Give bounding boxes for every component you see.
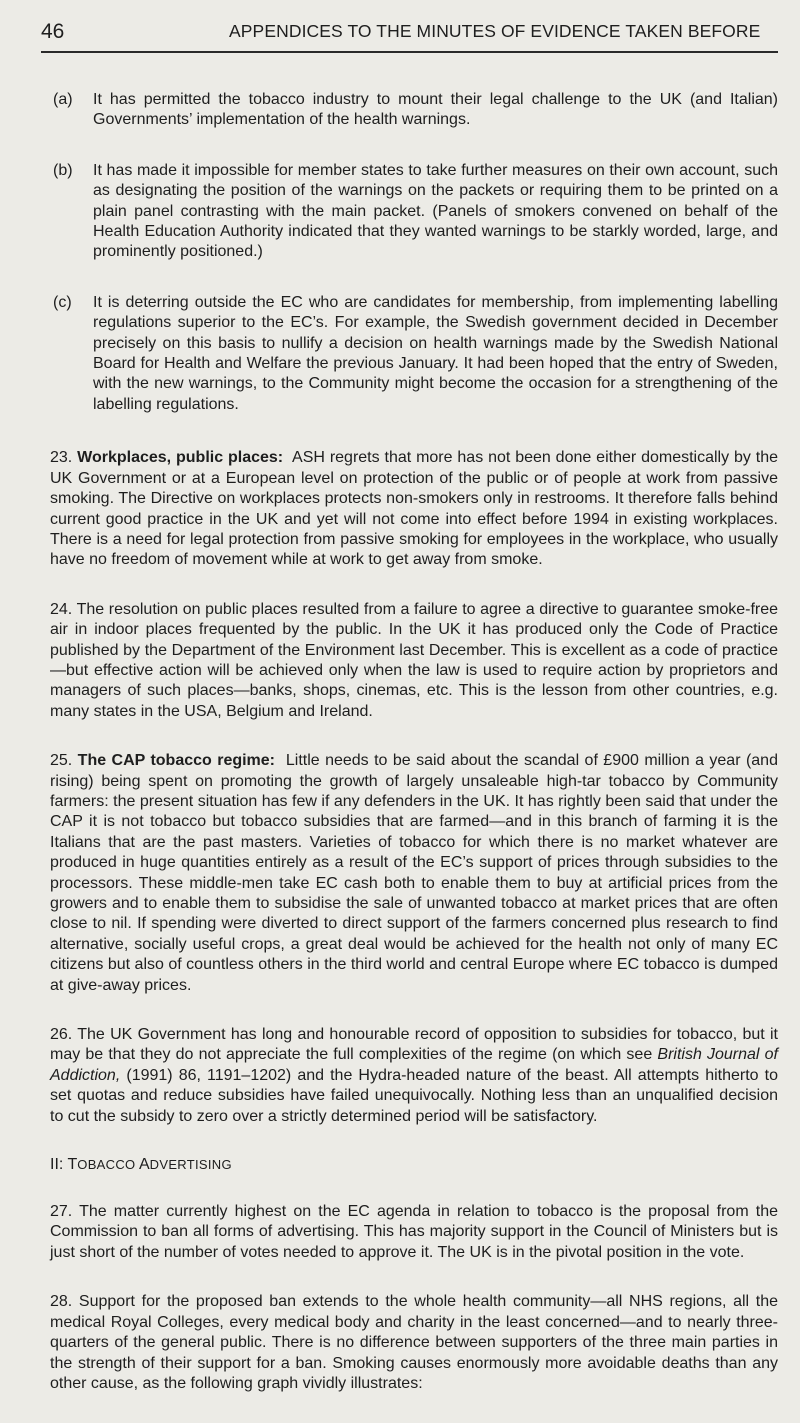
paragraph-number: 27. (50, 1203, 73, 1221)
section-numeral: II: (50, 1156, 64, 1174)
subitem-c (50, 293, 778, 415)
body-text (50, 90, 778, 1423)
paragraph-number: 23. (50, 449, 73, 467)
paragraph-23 (50, 448, 778, 570)
paragraph-text: Little needs to be said about the scandal of £900 million a year (and rising) being spent on promoting the growth of largely unsaleable high-tar tobacco by Community farmers: the present situation has few if any defenders in the UK. It has rightly been said that under the CAP it is not tobacco but tobacco subsidies that are farmed—and in this branch of farming it is the Italians that are the past masters. Varieties of tobacco for which there is no market whatever are produced in huge quantities entirely as a result of the EC’s support of prices through subsidies to the processors. These middle-men take EC cash both to enable them to buy at artificial prices from the growers and to enable them to subsidise the sale of unwanted tobacco at market prices that are often close to nil. If spending were diverted to direct support of the farmers concerned plus research to find alternative, socially useful crops, a great deal would be achieved for the health not only of many EC citizens but also of countless others in the third world and central Europe where EC tobacco is dumped at give-away prices. (50, 752, 778, 994)
paragraph-heading: Workplaces, public places: (77, 449, 284, 467)
paragraph-25 (50, 751, 778, 996)
paragraph-text-cont: (1991) 86, 1191–1202) and the Hydra-headed nature of the beast. All attempts hitherto to set quotas and reduce subsidies have failed unequivocally. Nothing less than an unqualified decision to cut the subsidy to zero over a strictly determined period will be satisfactory. (50, 1066, 778, 1125)
subitem-label: (c) (53, 293, 72, 311)
paragraph-heading: The CAP tobacco regime: (77, 752, 276, 770)
subitem-text: It is deterring outside the EC who are candidates for membership, from implementing labelling regulations superior to the EC’s. For example, the Swedish government decided in December precisely on this basis to nullify a decision on health warnings made by the Swedish National Board for Health and Welfare the previous January. It had been hoped that the entry of Sweden, with the new warnings, to the Community might become the occasion for a strengthening of the labelling regulations. (93, 293, 778, 413)
journal-citation: British Journal of Addiction, (50, 1046, 778, 1084)
section-cap-1: T (67, 1156, 78, 1174)
subitem-text: It has permitted the tobacco industry to mount their legal challenge to the UK (and Italian) Governments’ implementation of the health warnings. (93, 91, 778, 129)
paragraph-number: 24. (50, 600, 73, 618)
paragraph-text: The matter currently highest on the EC agenda in relation to tobacco is the proposal from the Commission to ban all forms of advertising. This has majority support in the Council of Ministers but is just short of the number of votes needed to approve it. The UK is in the pivotal position in the vote. (50, 1203, 779, 1261)
paragraph-number: 26. (50, 1026, 73, 1044)
section-heading (50, 1156, 778, 1174)
running-title: APPENDICES TO THE MINUTES OF EVIDENCE TAKEN BEFORE (229, 21, 761, 41)
section-cap-2: A (139, 1156, 150, 1174)
subitem-label: (a) (53, 91, 73, 108)
paragraph-text: The resolution on public places resulted from a failure to agree a directive to guarantee smoke-free air in indoor places frequented by the public. In the UK it has produced only the Code of Practice published by the Department of the Environment last December. This is excellent as a code of practice—but effective action will be achieved only when the law is used to require action by proprietors and managers of such places—banks, shops, cinemas, etc. This is the lesson from other countries, e.g. many states in the USA, Belgium and Ireland. (50, 600, 779, 720)
paragraph-text: ASH regrets that more has not been done either domestically by the UK Government or at a European level on protection of the public or of people at work from passive smoking. The Directive on workplaces protects non-smokers only in restrooms. It therefore falls behind current good practice in the UK and yet will not come into effect before 1994 in existing workplaces. There is a need for legal protection from passive smoking for employees in the workplace, who usually have no freedom of movement while at work to get away from smoke. (50, 449, 779, 569)
subitem-a (50, 90, 778, 131)
paragraph-24 (50, 600, 778, 722)
subitem-text: It has made it impossible for member states to take further measures on their own account, such as designating the position of the warnings on the packets or requiring them to be printed on a plain panel contrasting with the main packet. (Panels of smokers convened on behalf of the Health Education Authority indicated that they wanted warnings to be starkly worded, large, and prominently positioned.) (93, 161, 778, 261)
paragraph-27 (50, 1202, 778, 1263)
header-rule (41, 51, 778, 53)
section-rest-2: DVERTISING (149, 1157, 232, 1173)
paragraph-number: 25. (50, 752, 73, 770)
paragraph-26 (50, 1025, 778, 1127)
paragraph-text: Support for the proposed ban extends to the whole health community—all NHS regions, all the medical Royal Colleges, every medical body and charity in the least concerned—and to nearly three-quarters of the general public. There is no difference between supporters of the three main parties in the strength of their support for a ban. Smoking causes enormously more avoidable deaths than any other cause, as the following graph vividly illustrates: (50, 1293, 778, 1392)
paragraph-text: The UK Government has long and honourable record of opposition to subsidies for tobacco, but it may be that they do not appreciate the full complexities of the regime (on which see (50, 1026, 778, 1064)
paragraph-28 (50, 1292, 778, 1394)
section-rest-1: OBACCO (77, 1157, 136, 1173)
subitem-label: (b) (53, 161, 73, 179)
subitem-b (50, 161, 778, 263)
page-header (41, 20, 778, 60)
page-number: 46 (41, 20, 65, 43)
paragraph-number: 28. (50, 1293, 73, 1311)
